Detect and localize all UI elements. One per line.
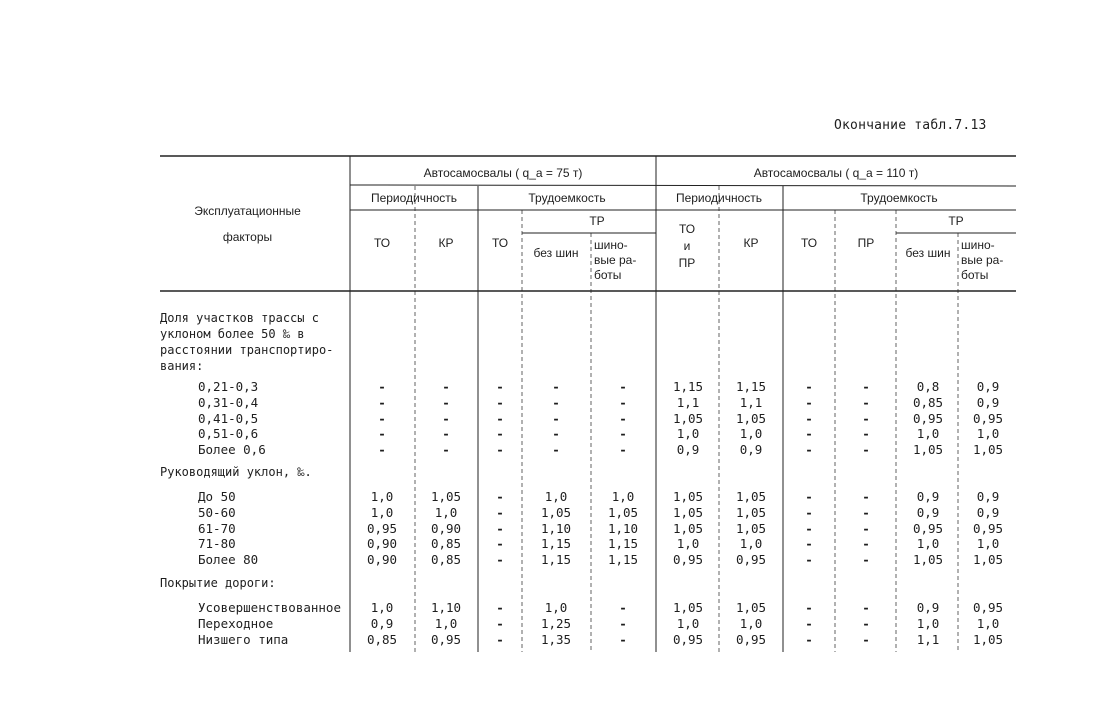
table-cell: 1,05 xyxy=(672,520,704,536)
table-cell: 1,0 xyxy=(544,600,568,615)
header-group-75t: Автосамосвалы ( q_a = 75 т) xyxy=(423,166,583,180)
table-cell: - xyxy=(442,394,450,410)
table-cell: 1,0 xyxy=(916,615,940,631)
table-cell: 1,05 xyxy=(672,504,704,520)
table-cell: 0,95 xyxy=(972,600,1004,615)
table-cell: 1,0 xyxy=(739,536,763,552)
table-cell: 1,15 xyxy=(607,552,639,568)
table-cell: 1,25 xyxy=(540,615,572,631)
table-cell: 1,15 xyxy=(672,379,704,394)
table-cell: - xyxy=(378,426,386,442)
table-cell: 1,05 xyxy=(972,552,1004,568)
table-cell: 1,0 xyxy=(434,504,458,520)
table-cell: 0,9 xyxy=(676,442,700,458)
table-cell: 0,9 xyxy=(739,442,763,458)
table-cell: 1,15 xyxy=(607,536,639,552)
table-cell: - xyxy=(805,615,813,631)
table-cell: - xyxy=(442,426,450,442)
table-cell: - xyxy=(378,394,386,410)
table-cell: 0,9 xyxy=(976,379,1000,394)
table-cell: 0,95 xyxy=(912,520,944,536)
table-cell: 1,0 xyxy=(976,615,1000,631)
table-cell: 1,05 xyxy=(672,410,704,426)
table-cell: 0,85 xyxy=(366,631,398,647)
table-cell: 1,15 xyxy=(540,552,572,568)
table-cell: 0,9 xyxy=(976,489,1000,504)
header-kr-75: КР xyxy=(438,236,454,250)
table-cell: 1,0 xyxy=(916,536,940,552)
header-no-tires-75: без шин xyxy=(533,246,579,260)
row-label: Усовершенствованное xyxy=(198,600,341,615)
table-cell: 0,95 xyxy=(672,631,704,647)
header-tire-work-75: шино- вые ра- боты xyxy=(594,238,637,282)
header-to-pr-110: ТО и ПР xyxy=(678,222,696,270)
row-label: 50-60 xyxy=(198,504,236,520)
table-cell: 1,05 xyxy=(912,552,944,568)
row-label: Низшего типа xyxy=(198,631,289,647)
header-kr-110: КР xyxy=(743,236,759,250)
table-cell: 0,90 xyxy=(430,520,462,536)
table-cell: 1,05 xyxy=(735,600,767,615)
table-cell: 1,05 xyxy=(735,489,767,504)
table-cell: - xyxy=(862,442,870,458)
table-cell: - xyxy=(805,442,813,458)
table-cell: - xyxy=(619,394,627,410)
table-cell: - xyxy=(862,631,870,647)
table-cell: 1,15 xyxy=(540,536,572,552)
table-cell: - xyxy=(862,536,870,552)
table-cell: - xyxy=(496,426,504,442)
table-cell: - xyxy=(862,520,870,536)
table-cell: 1,05 xyxy=(540,504,572,520)
table-cell: 1,05 xyxy=(607,504,639,520)
table-cell: 0,85 xyxy=(430,536,462,552)
header-no-tires-110: без шин xyxy=(905,246,951,260)
header-pr-110: ПР xyxy=(857,236,875,250)
table-cell: - xyxy=(496,600,504,615)
section-title-road-surface: Покрытие дороги: xyxy=(160,576,276,590)
table-cell: - xyxy=(619,600,627,615)
table-cell: 1,10 xyxy=(540,520,572,536)
table-cell: - xyxy=(805,489,813,504)
table-cell: 1,0 xyxy=(370,489,394,504)
table-cell: - xyxy=(805,394,813,410)
table-cell: 1,0 xyxy=(739,426,763,442)
table-cell: - xyxy=(496,504,504,520)
table-cell: 0,9 xyxy=(370,615,394,631)
table-cell: - xyxy=(496,410,504,426)
row-label: 0,21-0,3 xyxy=(198,379,259,394)
table-cell: - xyxy=(496,489,504,504)
table-cell: 1,0 xyxy=(434,615,458,631)
table-cell: 0,95 xyxy=(912,410,944,426)
table-cell: - xyxy=(862,615,870,631)
table-cell: - xyxy=(805,379,813,394)
table-cell: 1,0 xyxy=(976,426,1000,442)
table-cell: 1,10 xyxy=(607,520,639,536)
table-cell: - xyxy=(552,410,560,426)
table-cell: 0,9 xyxy=(916,504,940,520)
table-cell: 1,0 xyxy=(676,615,700,631)
table-cell: 0,95 xyxy=(972,410,1004,426)
table-cell: 1,0 xyxy=(976,536,1000,552)
table-cell: - xyxy=(496,552,504,568)
table-cell: - xyxy=(805,552,813,568)
section-title-slope-share: Доля участков трассы с уклоном более 50 ‰ в расстоянии транспортиро- вания: xyxy=(160,311,334,373)
table-cell: - xyxy=(805,426,813,442)
row-label: 61-70 xyxy=(198,520,236,536)
header-labor-75: Трудоемкость xyxy=(528,191,606,205)
header-periodicity-75: Периодичность xyxy=(370,191,458,205)
table-cell: - xyxy=(862,489,870,504)
table-cell: - xyxy=(619,426,627,442)
table-cell: - xyxy=(619,615,627,631)
table-cell: - xyxy=(805,504,813,520)
table-cell: 1,05 xyxy=(972,631,1004,647)
table-cell: - xyxy=(496,379,504,394)
table-cell: 0,9 xyxy=(976,394,1000,410)
section-title-ruling-grade: Руководящий уклон, ‰. xyxy=(160,465,312,479)
table-cell: 0,8 xyxy=(916,379,940,394)
table-cell: 1,0 xyxy=(370,504,394,520)
table-cell: - xyxy=(862,394,870,410)
table-cell: 1,0 xyxy=(611,489,635,504)
row-label: Переходное xyxy=(198,615,274,631)
header-group-110t: Автосамосвалы ( q_a = 110 т) xyxy=(753,166,919,180)
table-cell: 1,15 xyxy=(735,379,767,394)
row-label: До 50 xyxy=(198,489,236,504)
table-cell: 1,0 xyxy=(676,536,700,552)
table-cell: 1,05 xyxy=(735,410,767,426)
table-cell: - xyxy=(619,631,627,647)
table-cell: - xyxy=(496,615,504,631)
table-cell: 0,90 xyxy=(366,536,398,552)
table-cell: 1,1 xyxy=(676,394,700,410)
header-factors: Эксплуатационные факторы xyxy=(194,204,301,244)
table-cell: 1,05 xyxy=(735,504,767,520)
table-cell: 0,95 xyxy=(735,552,767,568)
table-cell: - xyxy=(862,410,870,426)
table-cell: - xyxy=(378,410,386,426)
table-cell: - xyxy=(552,426,560,442)
table-cell: - xyxy=(805,536,813,552)
table-cell: 1,0 xyxy=(676,426,700,442)
header-tr-110: ТР xyxy=(948,214,964,228)
table-cell: - xyxy=(805,520,813,536)
table-cell: - xyxy=(619,410,627,426)
table-cell: 1,05 xyxy=(430,489,462,504)
table-cell: - xyxy=(862,600,870,615)
table-cell: - xyxy=(862,504,870,520)
table-cell: - xyxy=(805,631,813,647)
table-cell: 1,05 xyxy=(672,489,704,504)
table-cell: 1,1 xyxy=(916,631,940,647)
table-cell: 1,1 xyxy=(739,394,763,410)
table-cell: - xyxy=(442,410,450,426)
table-cell: 1,0 xyxy=(916,426,940,442)
table-cell: 1,0 xyxy=(544,489,568,504)
row-label: 0,51-0,6 xyxy=(198,426,259,442)
table-cell: 1,10 xyxy=(430,600,462,615)
table-cell: 0,95 xyxy=(366,520,398,536)
table-cell: - xyxy=(552,394,560,410)
table-cell: 0,90 xyxy=(366,552,398,568)
row-label: 0,41-0,5 xyxy=(198,410,259,426)
table-caption: Окончание табл.7.13 xyxy=(834,118,987,133)
table-cell: - xyxy=(496,536,504,552)
table-cell: 0,9 xyxy=(916,600,940,615)
table-cell: 1,0 xyxy=(370,600,394,615)
table-cell: - xyxy=(619,379,627,394)
table-cell: - xyxy=(378,379,386,394)
table-cell: 0,95 xyxy=(735,631,767,647)
table-cell: 0,95 xyxy=(972,520,1004,536)
table-cell: 1,35 xyxy=(540,631,572,647)
table-cell: - xyxy=(619,442,627,458)
header-to-75: ТО xyxy=(373,236,391,250)
table-cell: 0,95 xyxy=(430,631,462,647)
table-cell: 0,9 xyxy=(976,504,1000,520)
table-cell: - xyxy=(496,520,504,536)
table-cell: - xyxy=(442,379,450,394)
table-cell: 0,95 xyxy=(672,552,704,568)
table-cell: - xyxy=(862,426,870,442)
table-cell: - xyxy=(862,379,870,394)
table-cell: 1,05 xyxy=(735,520,767,536)
header-to-labor-75: ТО xyxy=(491,236,509,250)
table-cell: - xyxy=(805,410,813,426)
table-cell: - xyxy=(496,631,504,647)
table-cell: - xyxy=(552,442,560,458)
header-labor-110: Трудоемкость xyxy=(860,191,938,205)
table-cell: 0,9 xyxy=(916,489,940,504)
table-cell: 1,05 xyxy=(672,600,704,615)
table-cell: 1,05 xyxy=(972,442,1004,458)
table-cell: 0,85 xyxy=(912,394,944,410)
table-cell: 1,0 xyxy=(739,615,763,631)
table-cell: - xyxy=(496,394,504,410)
table-cell: - xyxy=(552,379,560,394)
table-cell: - xyxy=(805,600,813,615)
table-cell: - xyxy=(442,442,450,458)
header-tire-work-110: шино- вые ра- боты xyxy=(961,238,1004,282)
row-label: Более 80 xyxy=(198,552,259,568)
row-label: 71-80 xyxy=(198,536,236,552)
table-cell: 1,05 xyxy=(912,442,944,458)
header-to-labor-110: ТО xyxy=(800,236,818,250)
table-cell: - xyxy=(496,442,504,458)
header-periodicity-110: Периодичность xyxy=(675,191,763,205)
row-label: Более 0,6 xyxy=(198,442,266,458)
row-label: 0,31-0,4 xyxy=(198,394,259,410)
header-tr-75: ТР xyxy=(589,214,605,228)
table-cell: - xyxy=(862,552,870,568)
table-cell: - xyxy=(378,442,386,458)
table-cell: 0,85 xyxy=(430,552,462,568)
